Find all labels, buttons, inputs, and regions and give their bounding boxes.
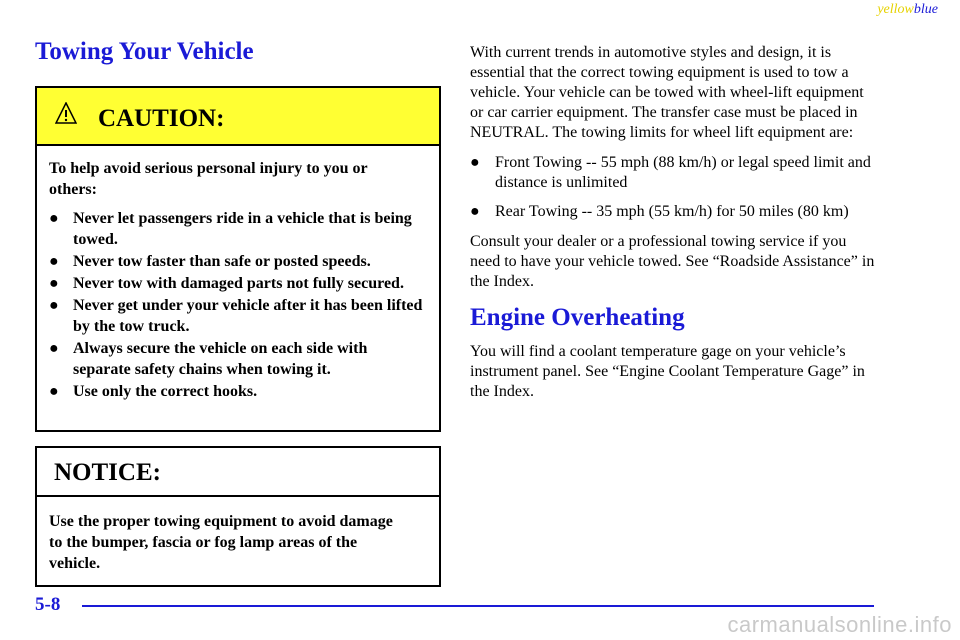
caution-item: ● Never let passengers ride in a vehicle that is being towed.	[49, 210, 412, 248]
caution-item: ● Never get under your vehicle after it has been lifted by the tow truck.	[49, 297, 423, 335]
notice-box	[35, 446, 441, 587]
notice-header	[37, 448, 439, 497]
section-heading-overheating: Engine Overheating	[470, 304, 685, 331]
section-heading-towing: Towing Your Vehicle	[35, 38, 254, 65]
bullet-icon: ●	[49, 210, 59, 227]
caution-item: ● Always secure the vehicle on each side with separate safety chains when towing it.	[49, 340, 368, 378]
bullet-icon: ●	[49, 253, 59, 270]
bullet-icon: ●	[49, 275, 59, 292]
bullet-icon: ●	[49, 340, 59, 357]
bullet-icon: ●	[470, 203, 480, 220]
caution-item: ● Never tow with damaged parts not fully secured.	[49, 275, 404, 292]
right-column	[470, 43, 880, 412]
consult-paragraph: Consult your dealer or a professional towing service if you need to have your vehicle towed. See “Roadside Assistance” in the Index.	[470, 233, 875, 290]
left-column	[35, 38, 441, 66]
color-tag-blue: blue	[913, 2, 938, 17]
footer-divider	[82, 605, 874, 607]
color-tag	[877, 2, 938, 18]
caution-list	[49, 208, 427, 402]
towing-limit-item: ● Rear Towing -- 35 mph (55 km/h) for 50 miles (80 km)	[470, 203, 849, 220]
bullet-icon: ●	[470, 154, 480, 171]
caution-box	[35, 86, 441, 432]
caution-body	[37, 146, 439, 402]
caution-item: ● Never tow faster than safe or posted speeds.	[49, 253, 371, 270]
towing-paragraph: With current trends in automotive styles and design, it is essential that the correct towing equipment is used to tow a vehicle. Your vehicle can be towed with wheel-lift equipment or car carrier equipment. The transfer case must be placed in NEUTRAL. The towing limits for wheel lift equipment are:	[470, 44, 864, 141]
notice-body: Use the proper towing equipment to avoid damage to the bumper, fascia or fog lamp areas of the vehicle.	[49, 513, 393, 572]
caution-header	[37, 88, 439, 146]
overheating-paragraph: You will find a coolant temperature gage on your vehicle’s instrument panel. See “Engine Coolant Temperature Gage” in the Index.	[470, 342, 865, 400]
towing-limit-item: ● Front Towing -- 55 mph (88 km/h) or legal speed limit and distance is unlimited	[470, 154, 871, 191]
color-tag-yellow: yellow	[877, 2, 914, 17]
watermark: carmanualsonline.info	[727, 612, 952, 637]
towing-limits-list	[470, 153, 880, 222]
caution-title: CAUTION:	[98, 105, 225, 132]
caution-intro: To help avoid serious personal injury to you or others:	[49, 160, 368, 198]
bullet-icon: ●	[49, 383, 59, 400]
warning-triangle-icon	[55, 102, 77, 124]
page-number: 5-8	[35, 594, 61, 615]
caution-item: ● Use only the correct hooks.	[49, 383, 258, 400]
bullet-icon: ●	[49, 297, 59, 314]
notice-title: NOTICE:	[54, 459, 161, 486]
